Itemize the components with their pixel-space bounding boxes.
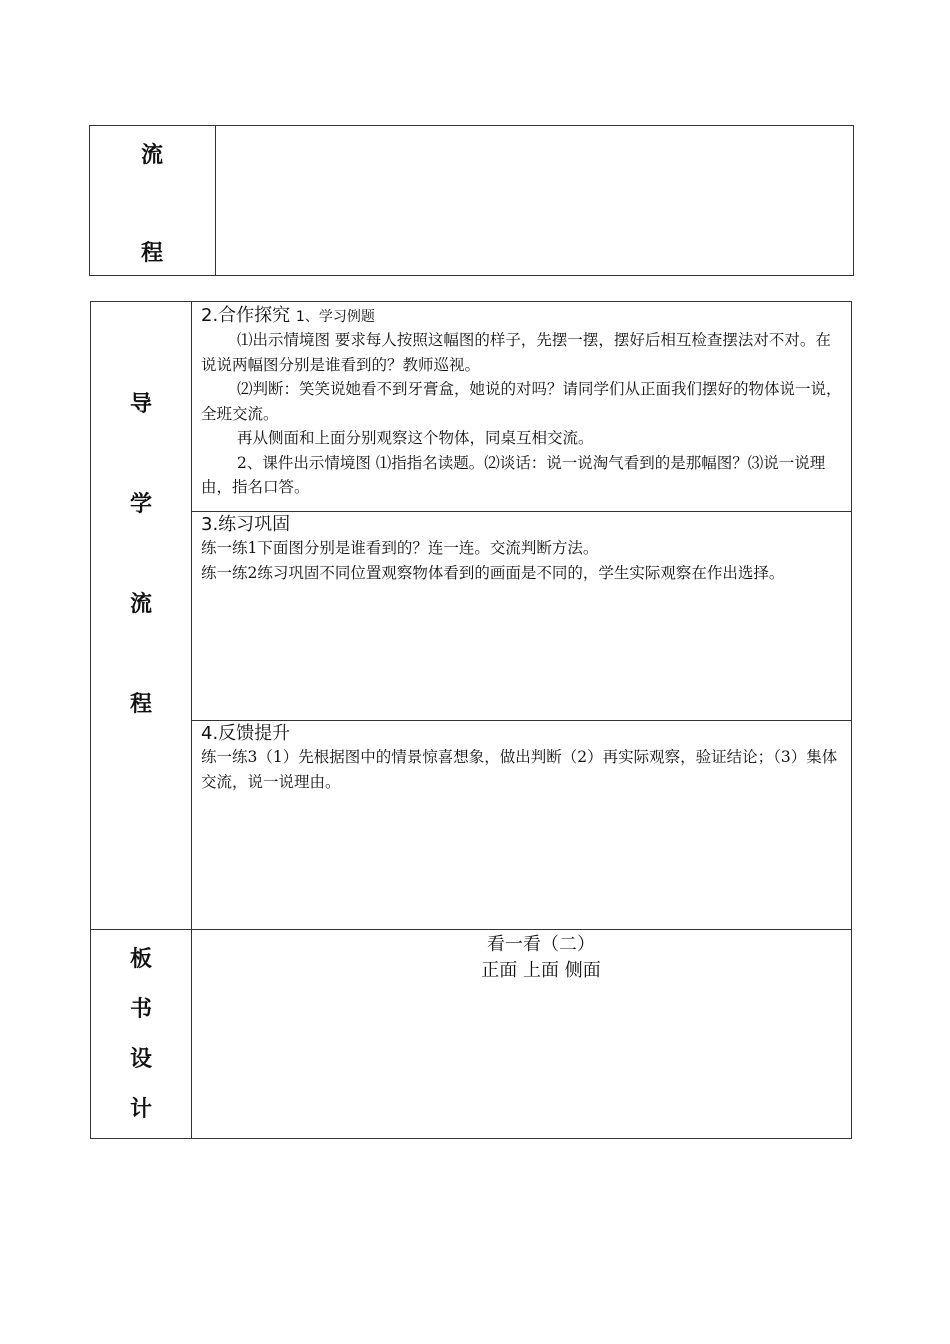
section3-title: 3.练习巩固	[201, 514, 291, 535]
guide-label-char-4: 程	[129, 692, 152, 717]
section-feedback-improvement	[201, 723, 843, 794]
board-label-char-3: 设	[129, 1047, 152, 1072]
top-process-table	[89, 125, 854, 276]
guide-process-table	[90, 301, 852, 1139]
top-table-divider	[215, 126, 216, 275]
section2-title: 2.合作探究	[201, 305, 291, 326]
guide-label-char-1: 导	[129, 392, 152, 417]
section2-subtitle: 1、学习例题	[295, 309, 375, 325]
top-label-char-1: 流	[140, 143, 163, 168]
section2-paragraph-2: ⑵判断：笑笑说她看不到牙膏盒，她说的对吗？请同学们从正面我们摆好的物体说一说，全班交流。	[201, 380, 842, 423]
section2-heading	[201, 305, 843, 328]
top-table-content	[220, 132, 847, 269]
guide-label-char-3: 流	[129, 592, 152, 617]
row-divider-1	[191, 511, 851, 512]
board-label-char-1: 板	[129, 947, 152, 972]
row-divider-3	[91, 929, 851, 930]
board-items: 正面 上面 侧面	[481, 960, 601, 981]
guide-label-char-2: 学	[129, 492, 152, 517]
section-practice-consolidation	[201, 514, 843, 585]
section4-title: 4.反馈提升	[201, 723, 291, 744]
board-title: 看一看（二）	[487, 934, 595, 955]
row-divider-2	[191, 720, 851, 721]
section-cooperative-inquiry	[201, 305, 843, 500]
board-label-char-4: 计	[129, 1097, 152, 1122]
section2-paragraph-3: 再从侧面和上面分别观察这个物体，同桌互相交流。	[237, 429, 594, 447]
section3-paragraph-2: 练一练2练习巩固不同位置观察物体看到的画面是不同的，学生实际观察在作出选择。	[201, 563, 785, 582]
section4-paragraph-1: 练一练3（1）先根据图中的情景惊喜想象，做出判断（2）再实际观察，验证结论；（3）集体交流，说一说理由。	[201, 748, 838, 791]
board-design-content	[391, 932, 691, 984]
section2-paragraph-1: ⑴出示情境图 要求每人按照这幅图的样子，先摆一摆，摆好后相互检查摆法对不对。在说说两幅图分别是谁看到的？教师巡视。	[201, 331, 831, 374]
top-label-char-2: 程	[140, 241, 163, 266]
board-label-char-2: 书	[129, 997, 152, 1022]
section2-paragraph-4: 2、课件出示情境图 ⑴指指名读题。⑵谈话：说一说淘气看到的是那幅图？⑶说一说理由，指名口答。	[201, 453, 826, 496]
section3-paragraph-1: 练一练1下面图分别是谁看到的？连一连。交流判断方法。	[201, 539, 599, 557]
